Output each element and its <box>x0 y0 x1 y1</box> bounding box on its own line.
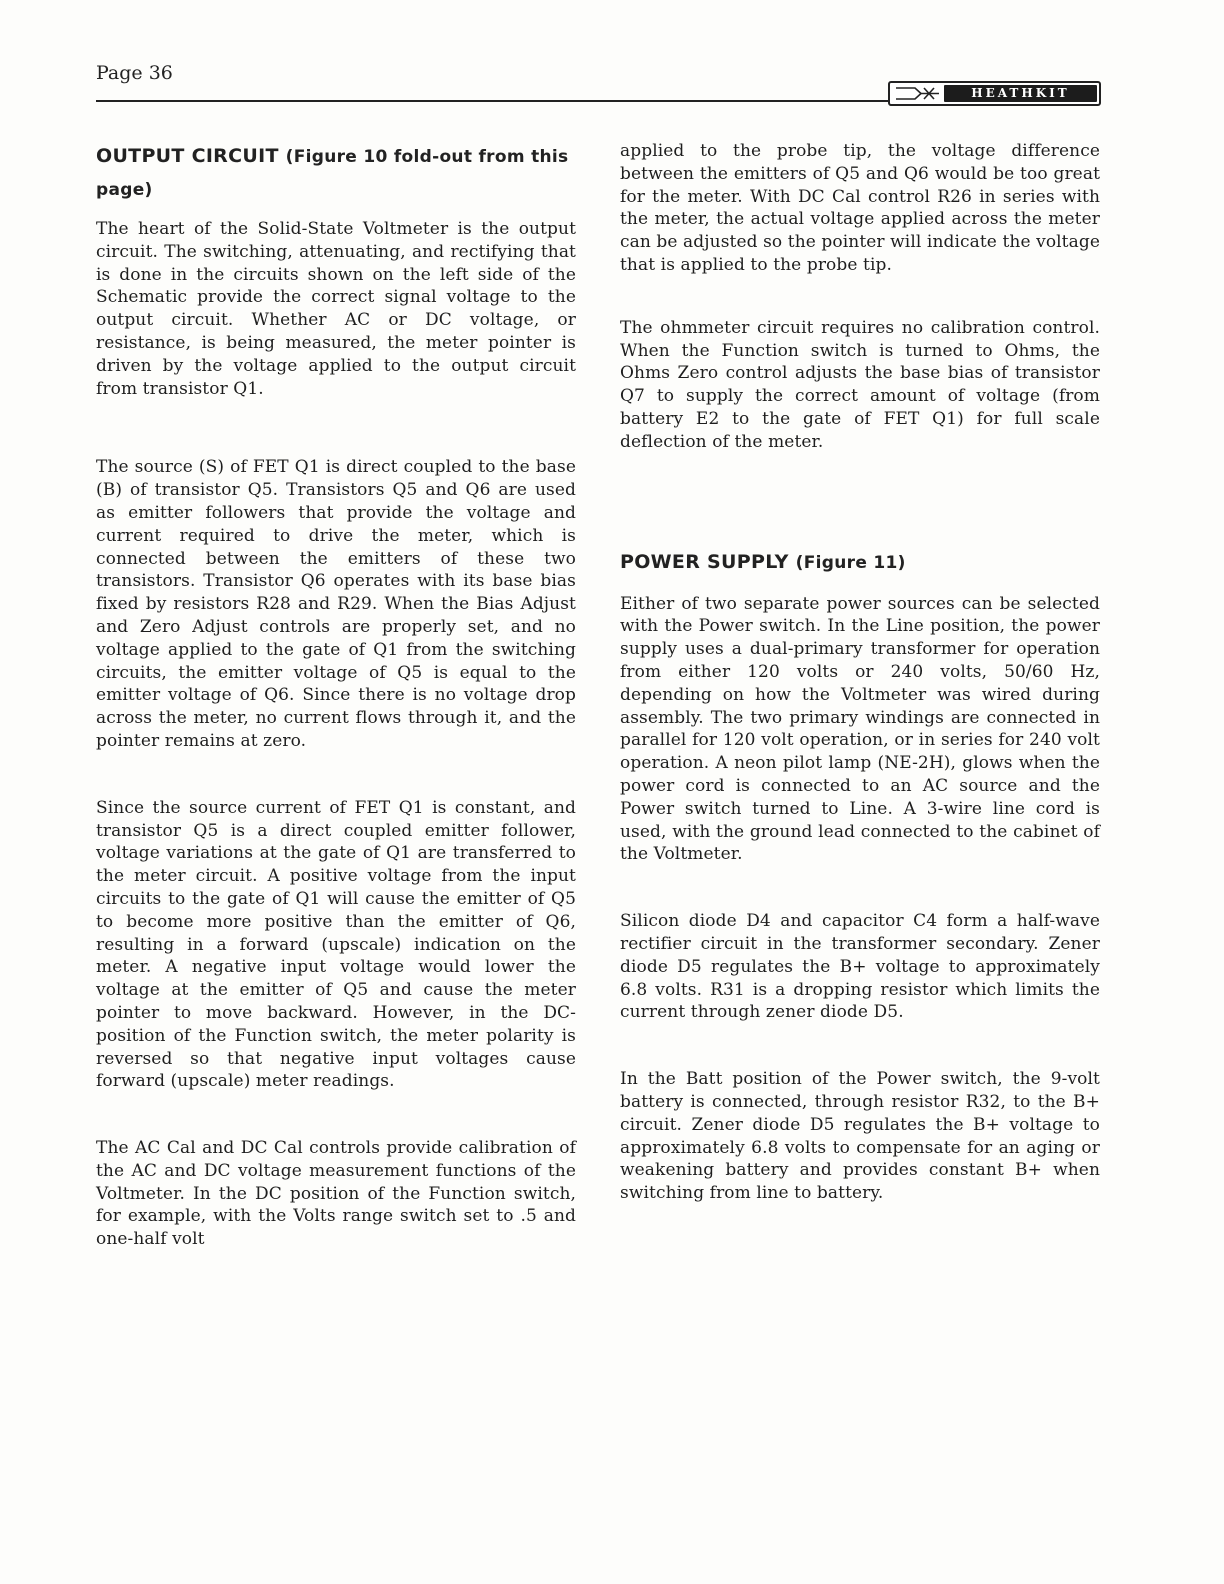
heading-figure-ref: (Figure 10 fold-out from this page) <box>96 147 569 200</box>
section-heading-power-supply <box>620 546 1100 579</box>
page-number: Page 36 <box>96 62 173 84</box>
heading-title: POWER SUPPLY <box>620 550 789 573</box>
left-column <box>96 140 576 1251</box>
header-rule <box>96 100 896 102</box>
section-heading-output-circuit <box>96 140 576 206</box>
paragraph: The ohmmeter circuit requires no calibration control. When the Function switch is turned to Ohms, the Ohms Zero control adjusts the base bias of transistor Q7 to supply the correct amount of voltage (from battery E2 to the gate of FET Q1) for full scale deflection of the meter. <box>620 317 1100 452</box>
brand-name: HEATHKIT <box>944 85 1097 102</box>
paragraph: In the Batt position of the Power switch, the 9-volt battery is connected, through resistor R32, to the B+ circuit. Zener diode D5 regulates the B+ voltage to approximately 6.8 volts to compensate for an aging or weakening battery and provides constant B+ when switching from line to battery. <box>620 1069 1100 1204</box>
paragraph: Since the source current of FET Q1 is constant, and transistor Q5 is a direct coupled emitter follower, voltage variations at the gate of Q1 are transferred to the meter circuit. A positive voltage from the input circuits to the gate of Q1 will cause the emitter of Q5 to become more positive than the emitter of Q6, resulting in a forward (upscale) indication on the meter. A negative input voltage would lower the voltage at the emitter of Q5 and cause the meter pointer to move backward. However, in the DC- position of the Function switch, the meter polarity is reversed so that negative input voltages cause forward (upscale) meter readings. <box>96 797 576 1092</box>
paragraph: Either of two separate power sources can be selected with the Power switch. In the Line position, the power supply uses a dual-primary transformer for operation from either 120 volts or 240 volts, 50/60 Hz, depending on how the Voltmeter was wired during assembly. The two primary windings are connected in parallel for 120 volt operation, or in series for 240 volt operation. A neon pilot lamp (NE-2H), glows when the power cord is connected to an AC source and the Power switch turned to Line. A 3-wire line cord is used, with the ground lead connected to the cabinet of the Voltmeter. <box>620 593 1100 865</box>
paragraph: Silicon diode D4 and capacitor C4 form a half-wave rectifier circuit in the transformer secondary. Zener diode D5 regulates the B+ voltage to approximately 6.8 volts. R31 is a dropping resistor which limits the current through zener diode D5. <box>620 911 1100 1023</box>
heading-figure-ref: (Figure 11) <box>795 552 906 573</box>
right-column <box>620 140 1100 1205</box>
paragraph: The heart of the Solid-State Voltmeter is the output circuit. The switching, attenuating, and rectifying that is done in the circuits shown on the left side of the Schematic provide the correct signal voltage to the output circuit. Whether AC or DC voltage, or resistance, is being measured, the meter pointer is driven by the voltage applied to the output circuit from transistor Q1. <box>96 219 576 399</box>
heathkit-logo <box>888 81 1101 106</box>
heading-title: OUTPUT CIRCUIT <box>96 145 279 167</box>
paragraph: applied to the probe tip, the voltage difference between the emitters of Q5 and Q6 would be too great for the meter. With DC Cal control R26 in series with the meter, the actual voltage applied across the meter can be adjusted so the pointer will indicate the voltage that is applied to the probe tip. <box>620 141 1100 275</box>
paragraph: The AC Cal and DC Cal controls provide calibration of the AC and DC voltage measurement functions of the Voltmeter. In the DC position of the Function switch, for example, with the Volts range switch set to .5 and one-half volt <box>96 1138 576 1250</box>
paragraph: The source (S) of FET Q1 is direct coupled to the base (B) of transistor Q5. Transistors Q5 and Q6 are used as emitter followers that provide the voltage and current required to drive the meter, which is connected between the emitters of these two transistors. Transistor Q6 operates with its base bias fixed by resistors R28 and R29. When the Bias Adjust and Zero Adjust controls are properly set, and no voltage applied to the gate of Q1 from the switching circuits, the emitter voltage of Q5 is equal to the emitter voltage of Q6. Since there is no voltage drop across the meter, no current flows through it, and the pointer remains at zero. <box>96 457 576 751</box>
heathkit-logo-icon <box>895 85 941 102</box>
